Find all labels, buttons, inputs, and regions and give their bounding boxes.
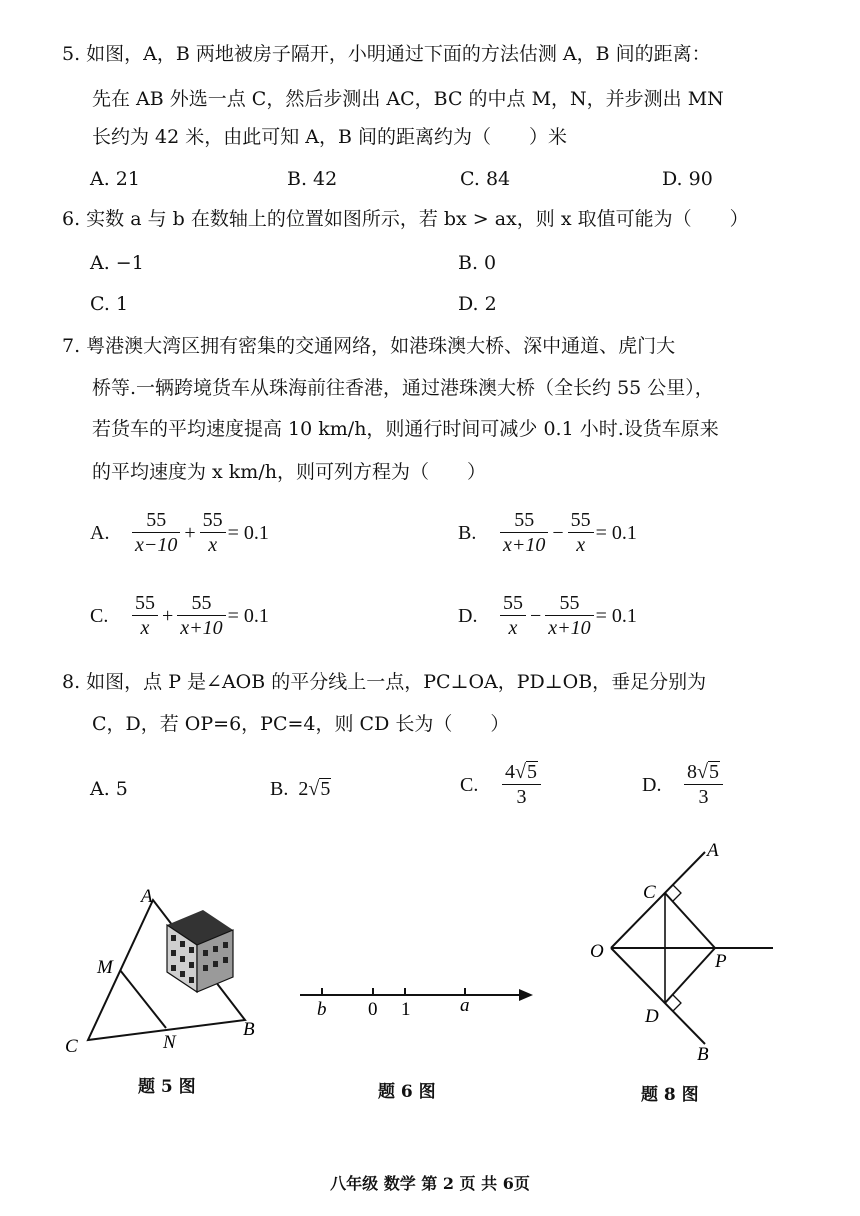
fig8-label-d: D (645, 1006, 659, 1027)
q8-option-b: B. 2√5 (270, 778, 331, 800)
fig5-label-c: C (65, 1036, 78, 1057)
fig8-label-c: C (643, 882, 656, 903)
q5-option-b: B. 42 (287, 168, 338, 190)
option-label: A. (90, 521, 110, 544)
q7-line1: 7. 粤港澳大湾区拥有密集的交通网络，如港珠澳大桥、深中通道、虎门大 (62, 335, 676, 357)
fraction: $\frac{55}{x}$ (500, 591, 526, 640)
q5-line3: 长约为 42 米，由此可知 A，B 间的距离约为（ ）米 (92, 126, 568, 148)
fig8-label-p: P (715, 951, 727, 972)
fig5-caption: 题 5 图 (138, 1077, 196, 1097)
q5-option-d: D. 90 (662, 168, 713, 190)
fraction: $\frac{55}{x-10}$ (132, 508, 180, 557)
q8-option-d: D. $\frac{8√5}{3}$ (642, 760, 725, 809)
q7-line3: 若货车的平均速度提高 10 km/h，则通行时间可减少 0.1 小时.设货车原来 (92, 418, 719, 440)
q6-option-c: C. 1 (90, 293, 129, 315)
q6-line1: 6. 实数 a 与 b 在数轴上的位置如图所示，若 bx > ax，则 x 取值可能为（ ） (62, 208, 749, 230)
q7-option-c: C. $\frac{55}{x}$ + $\frac{55}{x+10}$ = 0.1 (90, 592, 269, 639)
q8-option-a: A. 5 (90, 778, 128, 800)
q7-option-b: B. $\frac{55}{x+10}$ − $\frac{55}{x}$ = 0.1 (458, 509, 637, 556)
q5-line1: 5. 如图，A，B 两地被房子隔开，小明通过下面的方法估测 A，B 间的距离： (62, 43, 711, 65)
figure-8-angle-bisector (585, 840, 785, 1070)
fraction: $\frac{55}{x+10}$ (177, 591, 225, 640)
q8-line2: C，D，若 OP=6，PC=4，则 CD 长为（ ） (92, 713, 510, 735)
q5-option-a: A. 21 (90, 168, 140, 190)
fig6-label-one: 1 (401, 999, 411, 1020)
q5-option-c: C. 84 (460, 168, 511, 190)
page-footer: 八年级 数学 第 2 页 共 6页 (330, 1174, 530, 1193)
fig6-label-a: a (460, 995, 470, 1016)
fraction: $\frac{55}{x}$ (132, 591, 158, 640)
q6-option-d: D. 2 (458, 293, 497, 315)
q6-option-b: B. 0 (458, 252, 497, 274)
q5-line2: 先在 AB 外选一点 C，然后步测出 AC，BC 的中点 M，N，并步测出 MN (92, 88, 724, 110)
fig8-label-b: B (697, 1044, 709, 1065)
fig6-label-b: b (317, 999, 327, 1020)
fig8-label-o: O (590, 941, 604, 962)
q7-option-d: D. $\frac{55}{x}$ − $\frac{55}{x+10}$ = 0.1 (458, 592, 637, 639)
figure-6-number-line (295, 975, 540, 1020)
q8-line1: 8. 如图，点 P 是∠AOB 的平分线上一点，PC⊥OA，PD⊥OB，垂足分别为 (62, 671, 707, 693)
q7-line4: 的平均速度为 x km/h，则可列方程为（ ） (92, 461, 486, 483)
q7-line2: 桥等.一辆跨境货车从珠海前往香港，通过港珠澳大桥（全长约 55 公里）， (92, 377, 714, 399)
option-label: D. (458, 604, 478, 627)
fig5-label-n: N (163, 1032, 176, 1053)
fig5-label-m: M (97, 957, 113, 978)
fraction: $\frac{55}{x}$ (200, 508, 226, 557)
fraction: $\frac{55}{x+10}$ (545, 591, 593, 640)
fig5-label-a: A (141, 886, 153, 907)
building-icon (167, 910, 233, 992)
fig8-caption: 题 8 图 (641, 1085, 699, 1105)
fig6-label-zero: 0 (368, 999, 378, 1020)
figure-5-triangle (55, 880, 275, 1060)
fig8-label-a: A (707, 840, 719, 861)
q6-option-a: A. −1 (90, 252, 144, 274)
q7-option-a: A. $\frac{55}{x-10}$ + $\frac{55}{x}$ = 0.1 (90, 509, 269, 556)
fig6-caption: 题 6 图 (378, 1082, 436, 1102)
fraction: $\frac{55}{x}$ (568, 508, 594, 557)
fraction: $\frac{55}{x+10}$ (500, 508, 548, 557)
option-label: B. (458, 521, 477, 544)
option-label: C. (90, 604, 109, 627)
fig5-label-b: B (243, 1019, 255, 1040)
q8-option-c: C. $\frac{4√5}{3}$ (460, 760, 543, 809)
